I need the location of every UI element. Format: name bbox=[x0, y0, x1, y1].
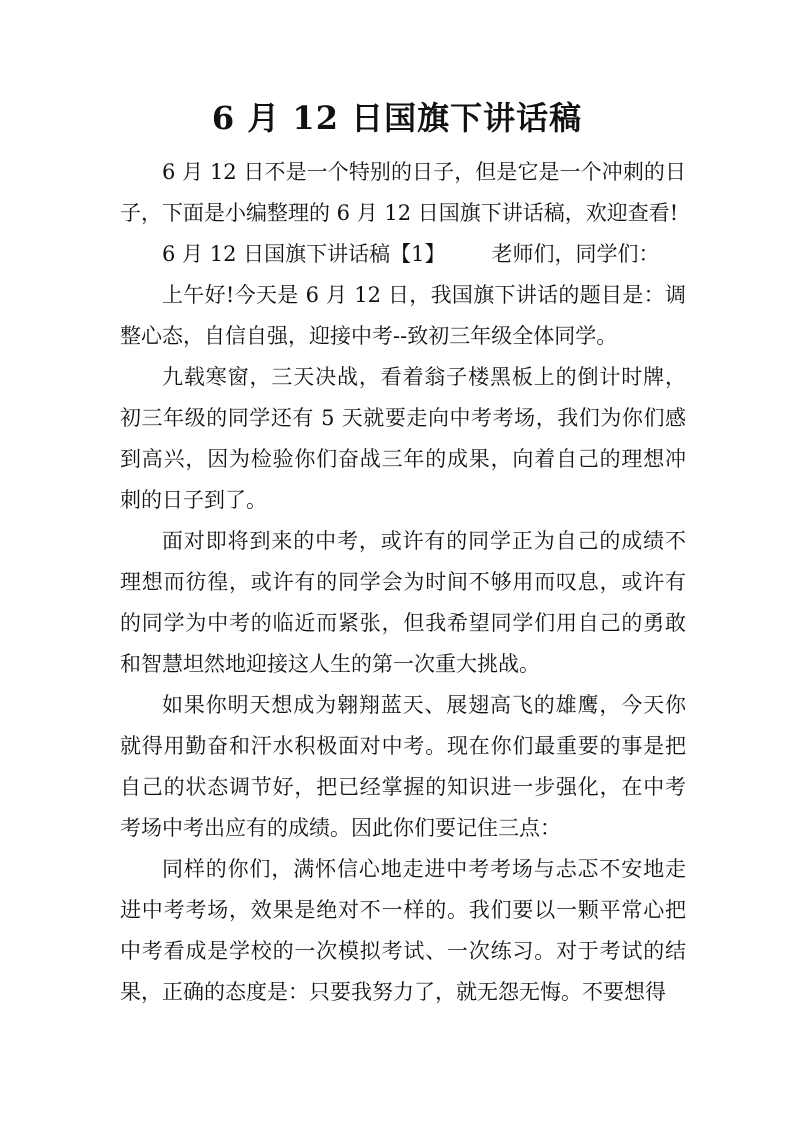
salutation: 老师们，同学们： bbox=[491, 242, 660, 266]
document-title: 6 月 12 日国旗下讲话稿 bbox=[211, 99, 583, 137]
document-body bbox=[120, 152, 686, 1013]
intro-paragraph: 6 月 12 日不是一个特别的日子，但是它是一个冲刺的日子，下面是小编整理的 6 月 12 日国旗下讲话稿，欢迎查看! bbox=[120, 160, 686, 225]
section-heading: 6 月 12 日国旗下讲话稿【1】 bbox=[162, 242, 446, 266]
body-paragraph: 上午好!今天是 6 月 12 日，我国旗下讲话的题目是：调整心态，自信自强，迎接中考--致初三年级全体同学。 bbox=[120, 283, 686, 348]
body-paragraph: 如果你明天想成为翱翔蓝天、展翅高飞的雄鹰，今天你就得用勤奋和汗水积极面对中考。现在你们最重要的事是把自己的状态调节好，把已经掌握的知识进一步强化，在中考考场中考出应有的成绩。因此你们要记住三点： bbox=[120, 693, 686, 840]
body-paragraph: 九载寒窗，三天决战，看着翁子楼黑板上的倒计时牌，初三年级的同学还有 5 天就要走向中考考场，我们为你们感到高兴，因为检验你们奋战三年的成果，向着自己的理想冲刺的日子到了。 bbox=[120, 365, 686, 512]
section-heading-line bbox=[120, 234, 686, 275]
body-paragraph: 同样的你们，满怀信心地走进中考考场与忐忑不安地走进中考考场，效果是绝对不一样的。我们要以一颗平常心把中考看成是学校的一次模拟考试、一次练习。对于考试的结果，正确的态度是：只要我努力了，就无怨无悔。不要想得 bbox=[120, 857, 686, 1004]
body-paragraph: 面对即将到来的中考，或许有的同学正为自己的成绩不理想而彷徨，或许有的同学会为时间不够用而叹息，或许有的同学为中考的临近而紧张，但我希望同学们用自己的勇敢和智慧坦然地迎接这人生的第一次重大挑战。 bbox=[120, 529, 686, 676]
